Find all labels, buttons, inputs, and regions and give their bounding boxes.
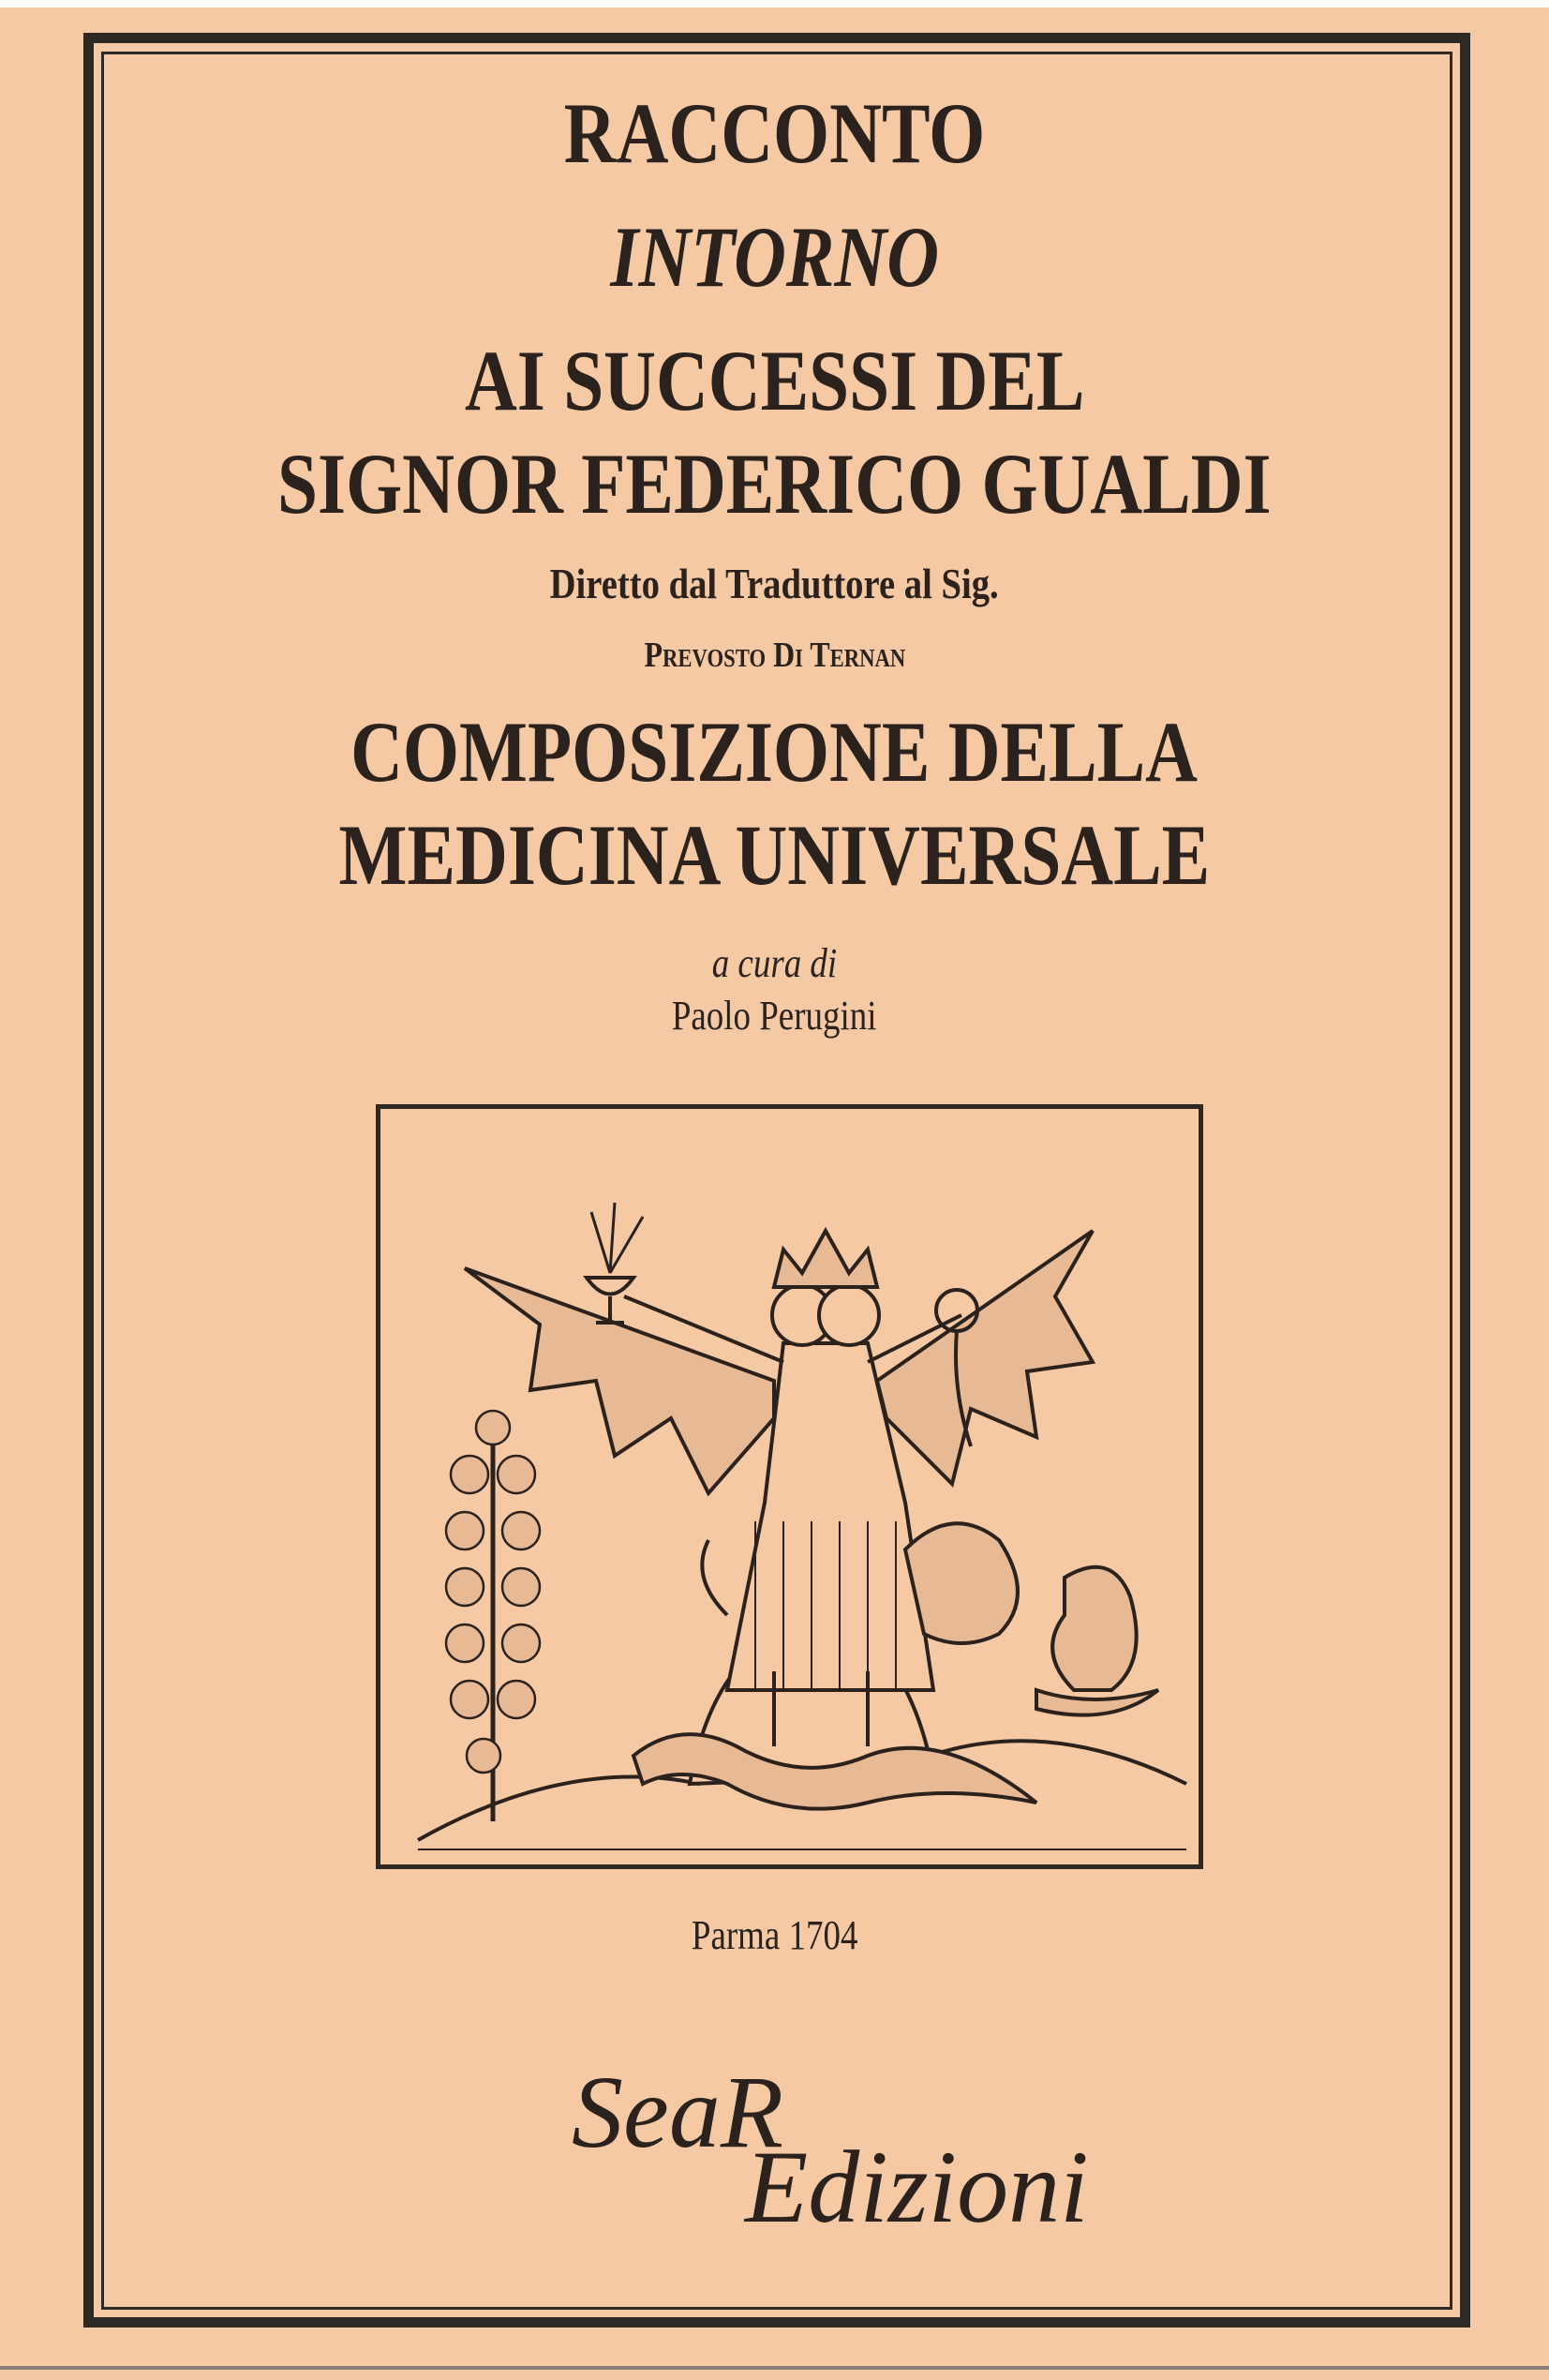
- editor-name: Paolo Perugini: [672, 993, 877, 1039]
- title-line-2: INTORNO: [610, 209, 939, 305]
- title-line-4: SIGNOR FEDERICO GUALDI: [277, 436, 1272, 531]
- dedication-line: Diretto dal Traduttore al Sig.: [549, 560, 1000, 607]
- svg-text:SeaR: SeaR: [572, 2055, 784, 2169]
- second-title-line-2: MEDICINA UNIVERSALE: [338, 807, 1211, 903]
- place-date: Parma 1704: [691, 1912, 858, 1958]
- publisher-logo: [562, 2043, 1087, 2259]
- scan-edge-strip: [0, 2370, 1549, 2380]
- title-line-3: AI SUCCESSI DEL: [464, 333, 1085, 428]
- title-line-1: RACCONTO: [563, 85, 986, 181]
- scan-edge-top: [0, 0, 1549, 7]
- second-title-line-1: COMPOSIZIONE DELLA: [350, 704, 1199, 800]
- svg-text:Edizioni: Edizioni: [745, 2130, 1087, 2244]
- woodcut-illustration: [376, 1104, 1203, 1869]
- editor-label: a cura di: [711, 940, 838, 986]
- dedicatee: Prevosto Di Ternan: [644, 636, 905, 675]
